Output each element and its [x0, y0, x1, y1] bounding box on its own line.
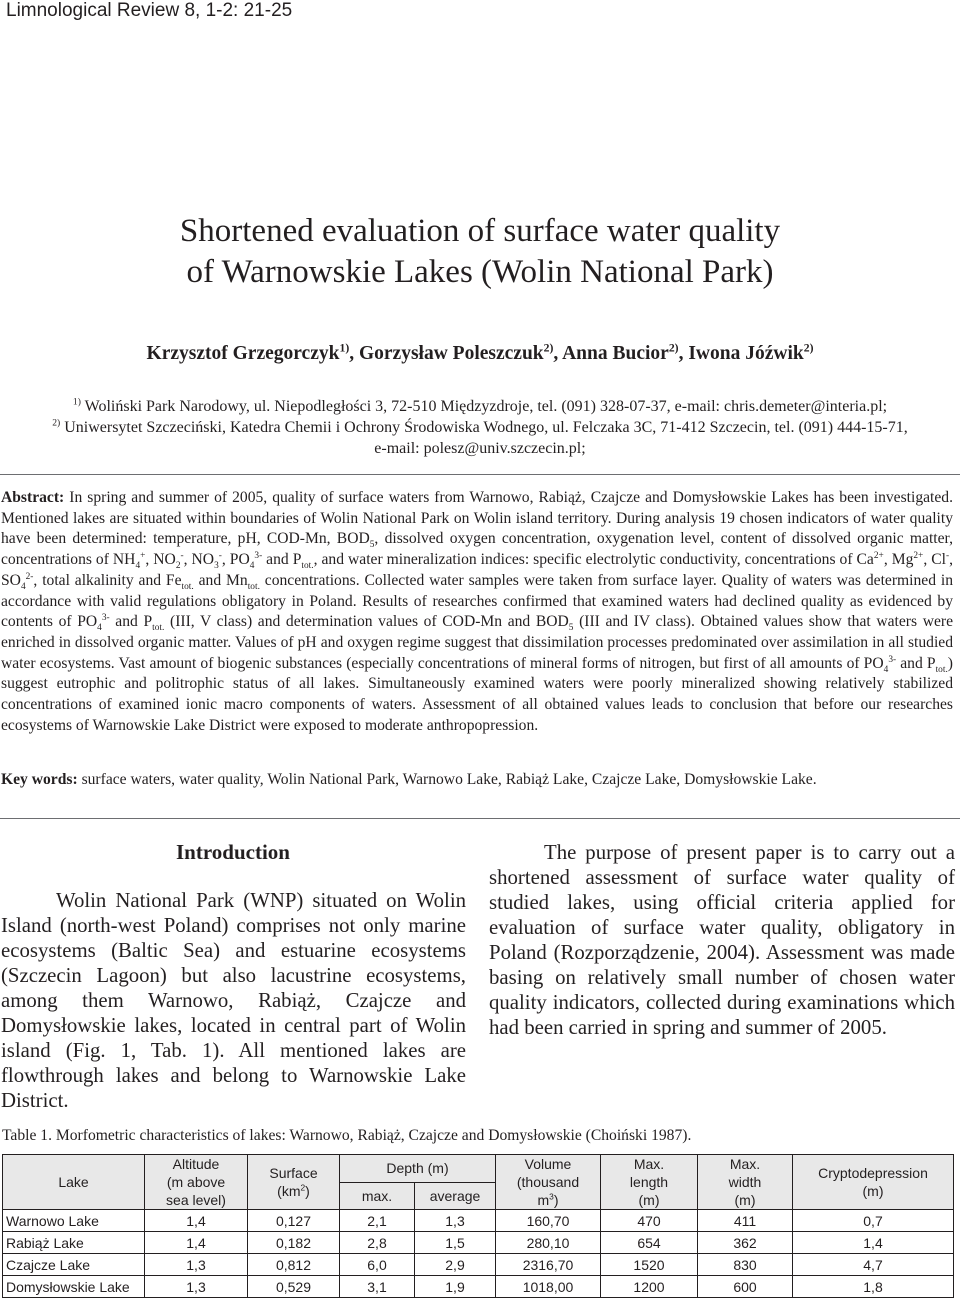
divider [0, 474, 960, 475]
divider [0, 818, 960, 819]
table-cell: 0,127 [248, 1210, 340, 1232]
journal-header: Limnological Review 8, 1-2: 21-25 [6, 0, 293, 21]
abstract-label: Abstract: [1, 489, 65, 506]
author-affiliation-mark: 1) [339, 341, 350, 355]
col-header-depth: Depth (m) [340, 1155, 496, 1183]
col-header-altitude: Altitude (m above sea level) [145, 1155, 248, 1210]
keywords: Key words: surface waters, water quality, Wolin National Park, Warnowo Lake, Rabiąż Lake, Czajcze Lake, Domysłowskie Lake. [1, 771, 817, 788]
author-affiliation-mark: 2) [668, 341, 679, 355]
table-cell: 1,4 [793, 1232, 954, 1254]
table-cell: 0,7 [793, 1210, 954, 1232]
affiliation-1: $^{1)}$ Woliński Park Narodowy, ul. Niepodległości 3, 72-510 Międzyzdroje, tel. (091) 328-07-37, e-mail: chris.demeter@interia.pl; [72, 396, 888, 415]
table-cell: 830 [698, 1254, 793, 1276]
table-cell: 1,3 [145, 1276, 248, 1298]
table-caption: Table 1. Morfometric characteristics of lakes: Warnowo, Rabiąż, Czajcze and Domysłowskie (Choiński 1987). [2, 1127, 692, 1144]
table-cell: 0,182 [248, 1232, 340, 1254]
table-cell: 1018,00 [496, 1276, 601, 1298]
table-cell: 160,70 [496, 1210, 601, 1232]
table-cell: 6,0 [340, 1254, 415, 1276]
keywords-label: Key words: [1, 771, 78, 788]
col-header-lake: Lake [3, 1155, 145, 1210]
author-affiliation-mark: 2) [803, 341, 814, 355]
author-name: Iwona Jóźwik [688, 343, 804, 364]
section-heading: Introduction [176, 840, 290, 864]
table-row [3, 1276, 954, 1298]
affiliation-2-continued: e-mail: polesz@univ.szczecin.pl; [374, 440, 586, 457]
table-row [3, 1254, 954, 1276]
col-header-cryptodepression: Cryptodepression (m) [793, 1155, 954, 1210]
col-header-length: Max. length (m) [601, 1155, 698, 1210]
table-cell: 1,9 [415, 1276, 496, 1298]
table-cell: 1,8 [793, 1276, 954, 1298]
title-line-1: Shortened evaluation of surface water quality [179, 213, 781, 249]
table-cell: 1520 [601, 1254, 698, 1276]
intro-paragraph-1: Wolin National Park (WNP) situated on Wolin Island (north-west Poland) comprises not only marine ecosystems (Baltic Sea) and estuarine ecosystems (Szczecin Lagoon) but also lacustrine ecosystems, among them Warnowo, Rabiąż, Czajcze and Domysłowskie lakes, located in central part of Wolin island (Fig. 1, Tab. 1). All mentioned lakes are flowthrough lakes and belong to Warnowskie Lake District. [1, 889, 466, 1112]
table-cell: 2,9 [415, 1254, 496, 1276]
title-line-2: of Warnowskie Lakes (Wolin National Park) [186, 254, 774, 290]
col-header-depth-average: average [415, 1182, 496, 1210]
table-cell-lake-name: Rabiąż Lake [3, 1232, 145, 1254]
table-cell: 362 [698, 1232, 793, 1254]
table-cell: 2316,70 [496, 1254, 601, 1276]
table-cell: 1,3 [415, 1210, 496, 1232]
table-cell: 280,10 [496, 1232, 601, 1254]
table-cell-lake-name: Czajcze Lake [3, 1254, 145, 1276]
table-cell: 600 [698, 1276, 793, 1298]
intro-paragraph-2: The purpose of present paper is to carry out a shortened assessment of surface water quality of studied lakes, using official criteria applied for evaluation of surface water quality, obligatory in Poland (Rozporządzenie, 2004). Assessment was made basing on relatively small number of chosen water quality indicators, collected during examinations which had been carried in spring and summer of 2005. [489, 841, 955, 1039]
affiliations [0, 396, 960, 459]
table-cell: 0,812 [248, 1254, 340, 1276]
abstract: Abstract: In spring and summer of 2005, quality of surface waters from Warnowo, Rabiąż, Czajcze and Domysłowskie Lakes has been investigated. Mentioned lakes are situated within boundaries of Wolin National Park on Wolin island territory. During analysis 19 chosen indicators of water quality have been determined: temperature, pH, COD-Mn, $BOD_5$, dissolved oxygen concentration, oxygenation level, content of dissolved organic matter, concentrations of $NH_4^+$, $NO_2^-$, $NO_3^-$, $PO_4^{3-}$ and $P_{tot.}$, and water mineralization indices: specific electrolytic conductivity, concentrations of $Ca^{2+}$, $Mg^{2+}$, Cl-, $SO_4^{2-}$, total alkalinity and $Fe_{tot.}$ and $Mn_{tot.}$ concentrations. Collected water samples were taken from surface layer. Quality of waters was determined in accordance with valid regulations obligatory in Poland. Results of researches confirmed that examined waters had declined quality as evidenced by contents of $PO_4^{3-}$ and $P_{tot.}$ (III, V class) and determination values of COD-Mn and $BOD_5$ (III and IV class). Obtained values show that waters were enriched in dissolved organic matter. Values of pH and oxygen regime suggest that dissimilation processes predominated over assimilation in all studied water ecosystems. Vast amount of biogenic substances (especially concentrations of mineral forms of nitrogen, but first of all amounts of $PO_4^{3-}$ and $P_{tot.}$) suggest eutrophic and politrophic status of all lakes. Simultaneously examined waters were poorly mineralized showing relatively stabilized concentrations of examined ionic macro components of waters. Assessment of all obtained values leads to conclusion that before our researches ecosystems of Warnowskie Lake District were exposed to moderate anthropopression. [1, 489, 954, 734]
table-cell: 1,4 [145, 1210, 248, 1232]
table-cell-lake-name: Domysłowskie Lake [3, 1276, 145, 1298]
table-cell: 4,7 [793, 1254, 954, 1276]
author-name: Gorzysław Poleszczuk [358, 343, 544, 364]
table-cell: 2,8 [340, 1232, 415, 1254]
table-row [3, 1210, 954, 1232]
table-row [3, 1232, 954, 1254]
col-header-surface: Surface $(km^2)$ [248, 1155, 340, 1210]
col-header-depth-max: max. [340, 1182, 415, 1210]
affiliation-2: $^{2)}$ Uniwersytet Szczeciński, Katedra Chemii i Ochrony Środowiska Wodnego, ul. Felczaka 3C, 71-412 Szczecin, tel. (091) 444-15-71, [52, 417, 908, 436]
table-cell: 411 [698, 1210, 793, 1232]
table-cell: 1,3 [145, 1254, 248, 1276]
table-cell: 1,5 [415, 1232, 496, 1254]
author-affiliation-mark: 2) [543, 341, 554, 355]
col-header-width: Max. width (m) [698, 1155, 793, 1210]
table-cell-lake-name: Warnowo Lake [3, 1210, 145, 1232]
author-list: Krzysztof Grzegorczyk$^{1)}$, Gorzysław Poleszczuk$^{2)}$, Anna Bucior$^{2)}$, Iwona Jóźwik$^{2)}$ [146, 341, 814, 364]
table-cell: 3,1 [340, 1276, 415, 1298]
table-cell: 654 [601, 1232, 698, 1254]
paper-title [0, 211, 960, 293]
table-cell: 1200 [601, 1276, 698, 1298]
author-name: Krzysztof Grzegorczyk [146, 343, 340, 364]
table-cell: 0,529 [248, 1276, 340, 1298]
morphometric-table [2, 1154, 954, 1298]
col-header-volume: Volume (thousand $m^3$) [496, 1155, 601, 1210]
author-name: Anna Bucior [562, 343, 669, 364]
table-cell: 470 [601, 1210, 698, 1232]
table-cell: 2,1 [340, 1210, 415, 1232]
table-cell: 1,4 [145, 1232, 248, 1254]
